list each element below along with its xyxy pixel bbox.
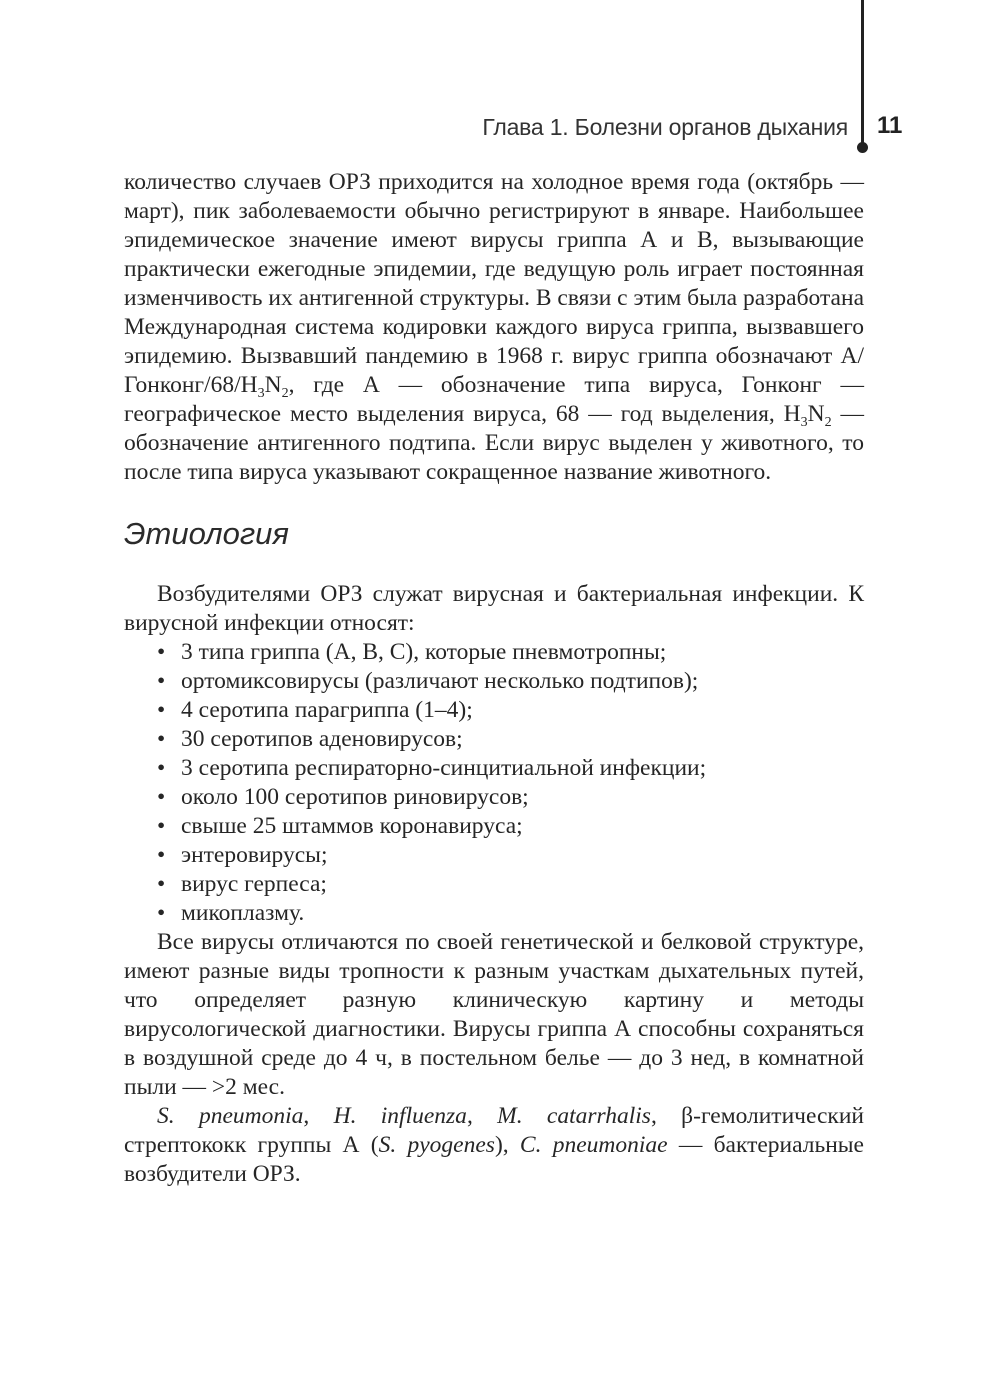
- bullet-icon: •: [157, 697, 166, 723]
- bacterial-agents-paragraph: S. pneumonia, H. influenza, M. catarrhalis, β-гемолитический стрептококк группы А (S. pyogenes), C. pneumoniae — бактериальные возбудители ОРЗ.: [124, 1103, 864, 1187]
- list-item: • 4 серотипа парагриппа (1–4);: [157, 697, 473, 723]
- bullet-icon: •: [157, 842, 166, 868]
- list-item: • ортомиксовирусы (различают несколько подтипов);: [157, 668, 699, 694]
- bullet-icon: •: [157, 726, 166, 752]
- page-number: 11: [877, 112, 903, 139]
- list-item: • микоплазму.: [157, 900, 305, 926]
- bullet-icon: •: [157, 668, 166, 694]
- header-vertical-rule: [861, 0, 864, 147]
- bullet-icon: •: [157, 813, 166, 839]
- virus-properties-paragraph: Все вирусы отличаются по своей генетической и белковой структуре, имеют разные виды тропности к разным участкам дыхательных путей, что определяет разную клиническую картину и методы вирусологической диагностики. Вирусы гриппа А способны сохраняться в воздушной среде до 4 ч, в постельном белье — до 3 нед, в комнатной пыли — >2 мес.: [124, 929, 864, 1100]
- page-body: [124, 168, 864, 1189]
- intro-paragraph: количество случаев ОРЗ приходится на холодное время года (октябрь — март), пик заболеваемости обычно регистрируют в январе. Наибольшее эпидемическое значение имеют вирусы гриппа А и В, вызывающие практически ежегодные эпидемии, где ведущую роль играет постоянная изменчивость их антигенной структуры. В связи с этим была разработана Международная система кодировки каждого вируса гриппа, вызвавшего эпидемию. Вызвавший пандемию в 1968 г. вирус гриппа обозначают $А/Гонконг/68/H_3N_2$, где А — обозначение типа вируса, Гонконг — географическое место выделения вируса, 68 — год выделения, $H_3N_2$ — обозначение антигенного подтипа. Если вирус выделен у животного, то после типа вируса указывают сокращенное название животного.: [124, 169, 865, 485]
- species-name: S. pyogenes: [378, 1132, 495, 1158]
- list-item: • энтеровирусы;: [157, 842, 328, 868]
- bullet-icon: •: [157, 755, 166, 781]
- species-name: M. catarrhalis: [497, 1103, 651, 1129]
- species-name: S. pneumonia: [157, 1103, 304, 1129]
- header-rule-dot: [857, 142, 868, 153]
- list-item: • около 100 серотипов риновирусов;: [157, 784, 529, 810]
- list-item: • вирус герпеса;: [157, 871, 327, 897]
- species-name: H. influenza: [333, 1103, 467, 1129]
- species-name: C. pneumoniae: [519, 1132, 668, 1158]
- list-item: • 3 типа гриппа (А, В, С), которые пневмотропны;: [157, 639, 667, 665]
- bullet-icon: •: [157, 871, 166, 897]
- bullet-icon: •: [157, 639, 166, 665]
- virus-list: [124, 638, 864, 928]
- list-item: • 3 серотипа респираторно-синцитиальной инфекции;: [157, 755, 707, 781]
- running-head: Глава 1. Болезни органов дыхания: [482, 114, 848, 140]
- list-item: • 30 серотипов аденовирусов;: [157, 726, 463, 752]
- list-item: • свыше 25 штаммов коронавируса;: [157, 813, 523, 839]
- bullet-icon: •: [157, 784, 166, 810]
- etiology-lead-paragraph: Возбудителями ОРЗ служат вирусная и бактериальная инфекции. К вирусной инфекции относят:: [124, 581, 864, 636]
- bullet-icon: •: [157, 900, 166, 926]
- section-heading-etiology: Этиология: [124, 516, 289, 551]
